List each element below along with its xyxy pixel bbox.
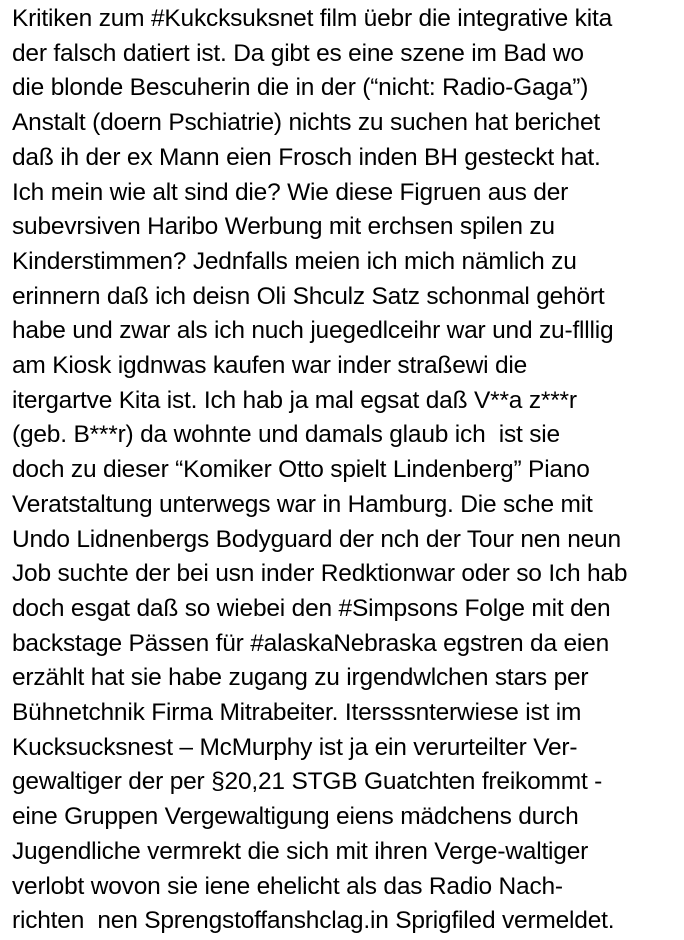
text-line-16: Undo Lidnenbergs Bodyguard der nch der Tour nen neun [12, 525, 621, 553]
text-line-20: erzählt hat sie habe zugang zu irgendwlchen stars per [12, 664, 589, 692]
text-line-4: Anstalt (doern Pschiatrie) nichts zu suchen hat berichet [12, 109, 600, 137]
text-line-25: Jugendliche vermrekt die sich mit ihren Verge-waltiger [12, 837, 589, 865]
text-line-18: doch esgat daß so wiebei den #Simpsons Folge mit den [12, 594, 611, 622]
text-line-12: itergartve Kita ist. Ich hab ja mal egsat daß V**a z***r [12, 386, 577, 414]
text-line-1: Kritiken zum #Kukcksuksnet film üebr die integrative kita [12, 5, 612, 32]
text-line-23: gewaltiger der per §20,21 STGB Guatchten freikommt - [12, 768, 603, 796]
text-line-9: erinnern daß ich deisn Oli Shculz Satz schonmal gehört [12, 282, 605, 310]
text-line-27: richten nen Sprengstoffanshclag.in Sprigfiled vermeldet. [12, 907, 615, 935]
text-line-26: verlobt wovon sie iene ehelicht als das Radio Nach- [12, 872, 563, 900]
text-line-6: Ich mein wie alt sind die? Wie diese Figruen aus der [12, 178, 569, 206]
text-line-13: (geb. B***r) da wohnte und damals glaub ich ist sie [12, 421, 560, 449]
document-text [12, 2, 682, 939]
text-line-17: Job suchte der bei usn inder Redktionwar oder so Ich hab [12, 560, 628, 588]
text-line-3: die blonde Bescuherin die in der (“nicht: Radio-Gaga”) [12, 74, 589, 102]
text-line-19: backstage Pässen für #alaskaNebraska egstren da eien [12, 629, 610, 657]
text-line-2: der falsch datiert ist. Da gibt es eine szene im Bad wo [12, 39, 584, 67]
text-line-10: habe und zwar als ich nuch juegedlceihr war und zu-flllig [12, 317, 614, 345]
text-line-8: Kinderstimmen? Jednfalls meien ich mich nämlich zu [12, 247, 577, 275]
text-line-15: Veratstaltung unterwegs war in Hamburg. Die sche mit [12, 490, 593, 518]
text-line-14: doch zu dieser “Komiker Otto spielt Lindenberg” Piano [12, 456, 590, 484]
text-line-24: eine Gruppen Vergewaltigung eiens mädchens durch [12, 803, 579, 831]
text-line-11: am Kiosk igdnwas kaufen war inder straßewi die [12, 352, 528, 380]
text-line-5: daß ih der ex Mann eien Frosch inden BH gesteckt hat. [12, 143, 601, 171]
text-line-22: Kucksucksnest – McMurphy ist ja ein verurteilter Ver- [12, 733, 578, 761]
text-line-21: Bühnetchnik Firma Mitrabeiter. Itersssnterwiese ist im [12, 699, 582, 727]
text-line-7: subevrsiven Haribo Werbung mit erchsen spilen zu [12, 213, 555, 241]
